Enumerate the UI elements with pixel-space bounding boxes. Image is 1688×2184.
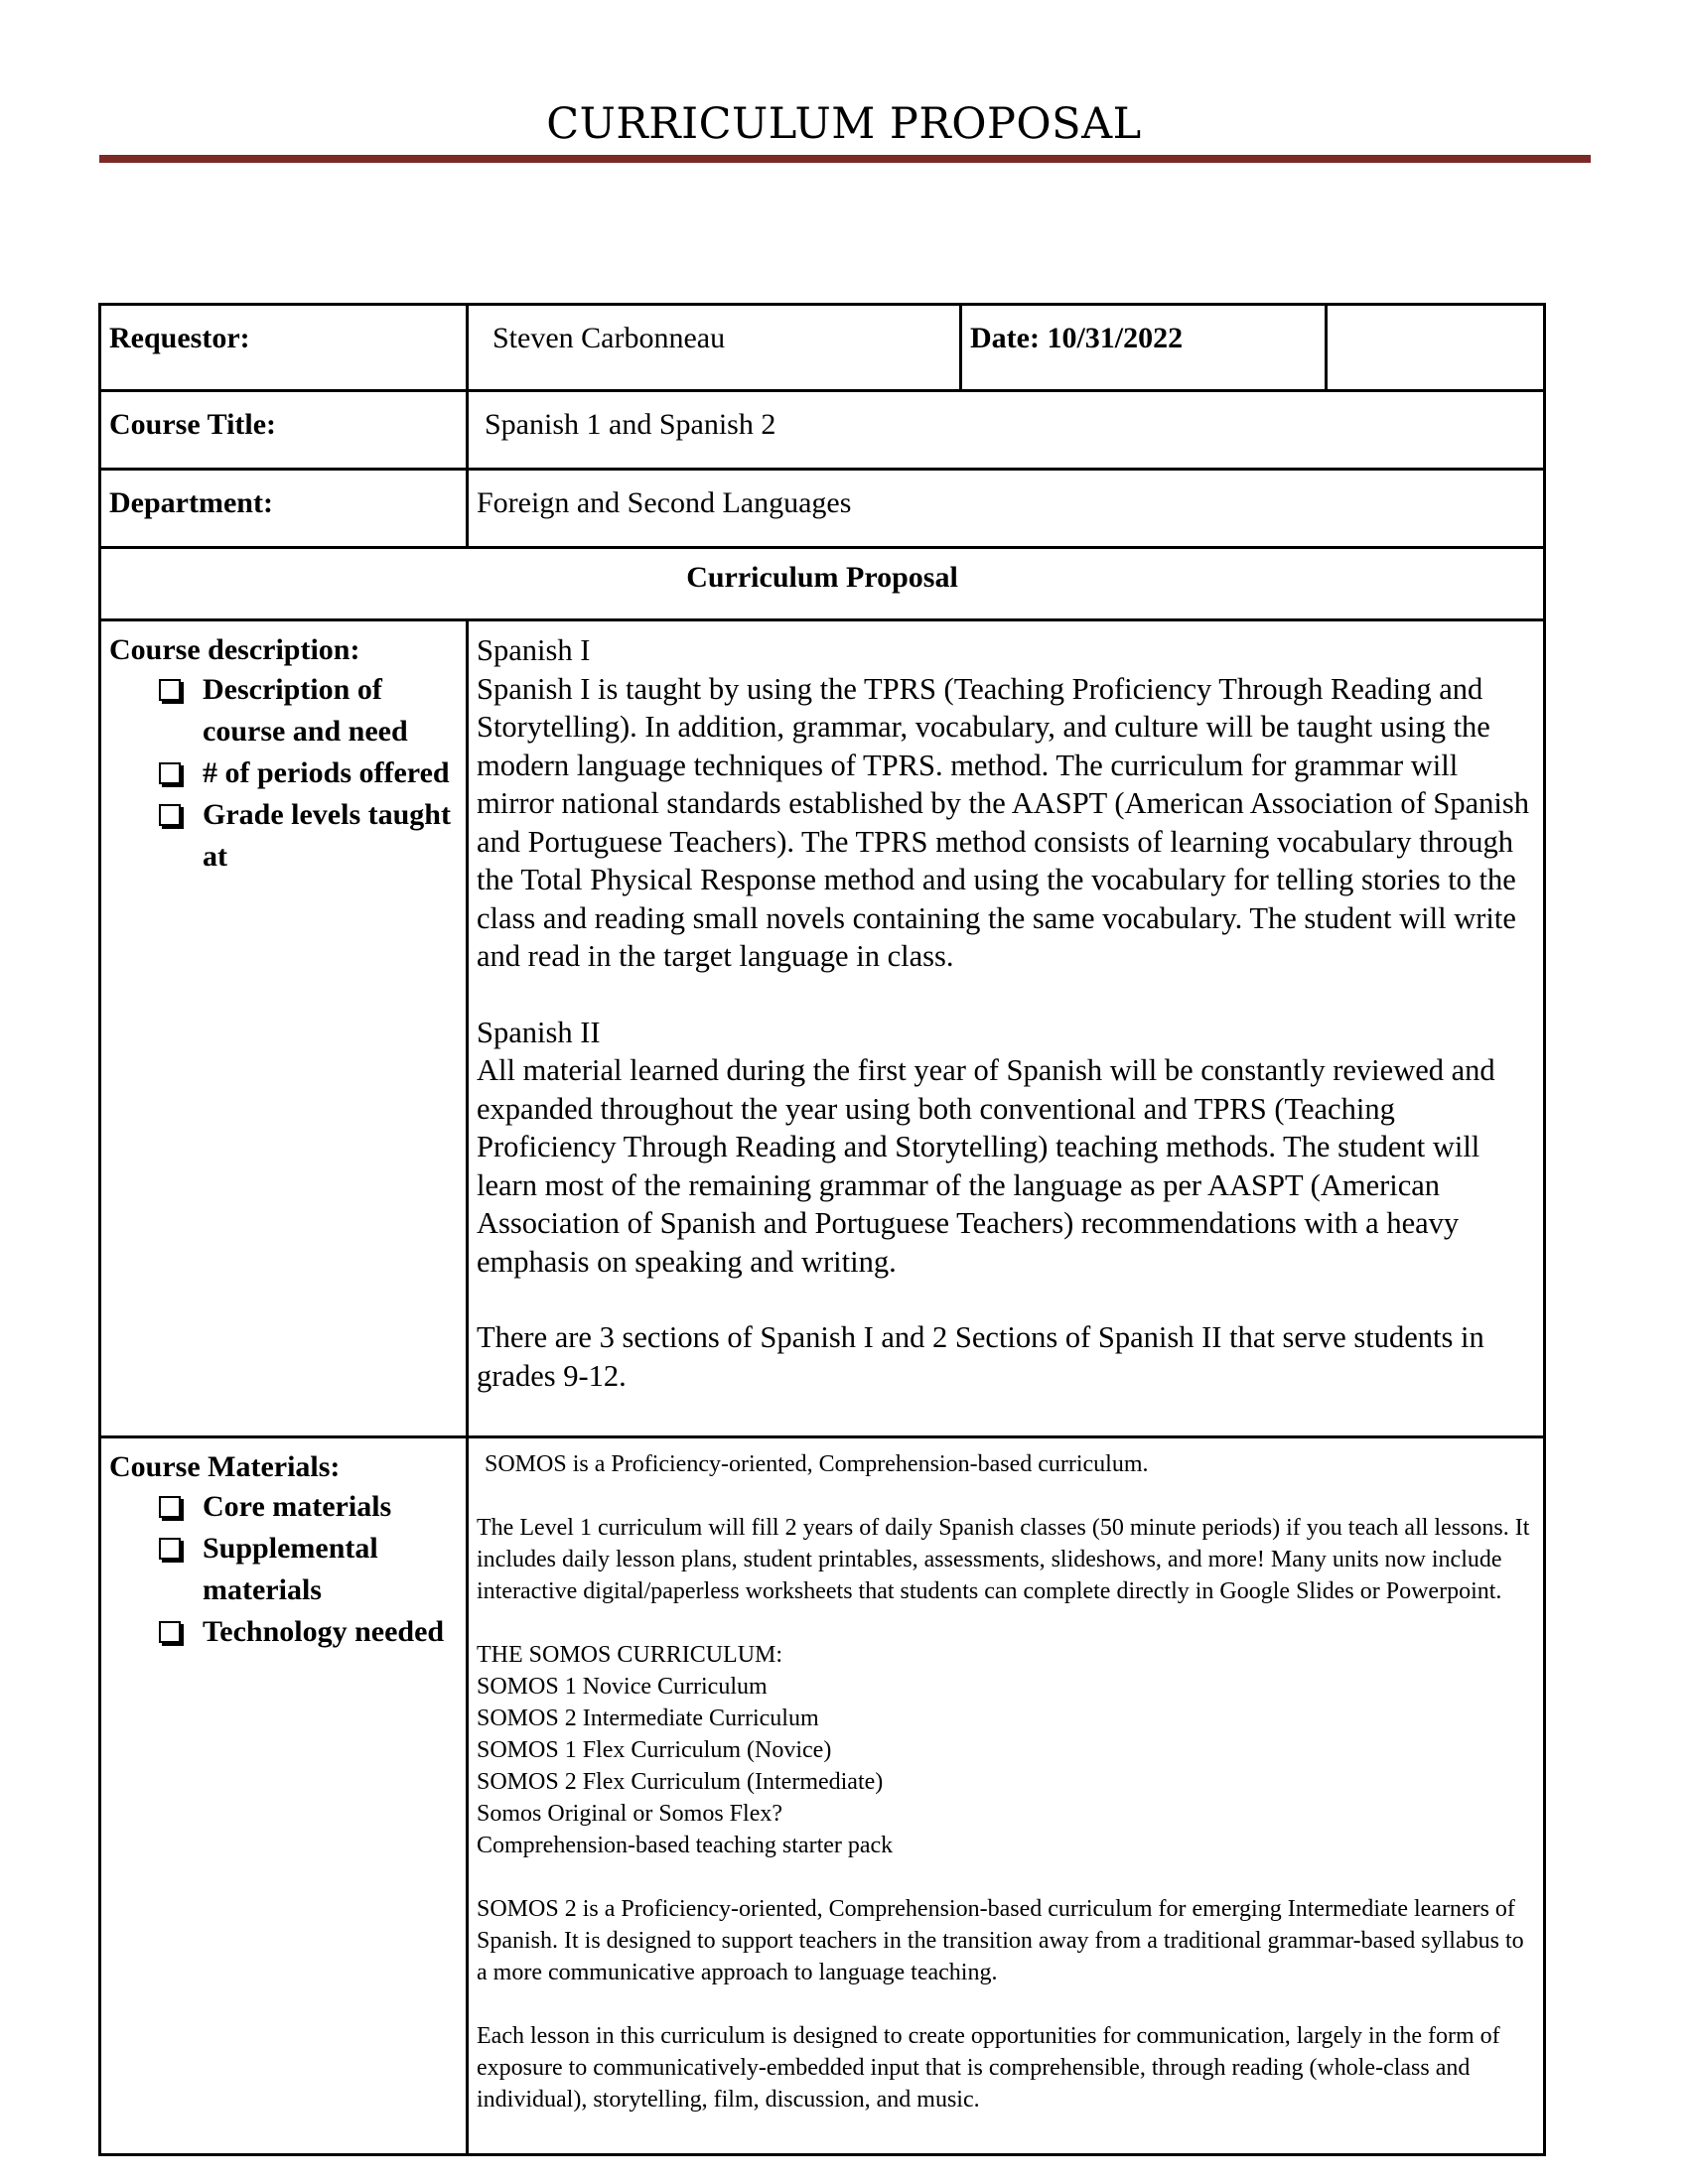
checklist-item-label: Core materials bbox=[203, 1490, 392, 1523]
requestor-row bbox=[100, 305, 1545, 391]
spanish2-heading: Spanish II bbox=[477, 1015, 601, 1049]
checklist-item bbox=[159, 794, 458, 878]
description-checklist bbox=[109, 669, 458, 878]
materials-list-item: SOMOS 1 Flex Curriculum (Novice) bbox=[477, 1737, 832, 1763]
checklist-item bbox=[159, 1611, 458, 1653]
requestor-value: Steven Carbonneau bbox=[468, 305, 961, 391]
checklist-item bbox=[159, 1528, 458, 1611]
checkbox-icon bbox=[159, 679, 181, 701]
materials-content-cell bbox=[468, 1437, 1545, 2155]
title-rule bbox=[99, 155, 1591, 163]
spanish1-text: Spanish I is taught by using the TPRS (Teaching Proficiency Through Reading and Storytelling). In addition, grammar, vocabulary, and culture will be taught using the modern language techniques of TPRS. method. The curriculum for grammar will mirror national standards established by the AASPT (American Association of Spanish and Portuguese Teachers). The TPRS method consists of learning vocabulary through the Total Physical Response method and using the vocabulary for telling stories to the class and reading small novels containing the same vocabulary. The student will write and read in the target language in class. bbox=[477, 671, 1529, 973]
spanish2-text: All material learned during the first year of Spanish will be constantly reviewed and expanded throughout the year using both conventional and TPRS (Teaching Proficiency Through Reading and Storytelling) teaching methods. The student will learn most of the remaining grammar of the language as per AASPT (American Association of Spanish and Portuguese Teachers) recommendations with a heavy emphasis on speaking and writing. bbox=[477, 1053, 1495, 1279]
checkbox-icon bbox=[159, 1621, 181, 1643]
materials-intro: SOMOS is a Proficiency-oriented, Comprehension-based curriculum. bbox=[485, 1451, 1149, 1477]
materials-lessons: Each lesson in this curriculum is designed to create opportunities for communication, largely in the form of exposure to communicatively-embedded input that is comprehensible, through reading (whole-class and individual), storytelling, film, discussion, and music. bbox=[477, 2023, 1500, 2113]
department-value: Foreign and Second Languages bbox=[468, 470, 1545, 548]
materials-list-item: SOMOS 2 Flex Curriculum (Intermediate) bbox=[477, 1769, 884, 1795]
description-row bbox=[100, 620, 1545, 1437]
checklist-item bbox=[159, 752, 458, 794]
sections-text: There are 3 sections of Spanish I and 2 Sections of Spanish II that serve students in grades 9-12. bbox=[477, 1320, 1484, 1393]
checkbox-icon bbox=[159, 762, 181, 784]
course-title-row bbox=[100, 391, 1545, 470]
spanish1-heading: Spanish I bbox=[477, 633, 591, 667]
materials-list-item: SOMOS 1 Novice Curriculum bbox=[477, 1674, 768, 1700]
materials-level1: The Level 1 curriculum will fill 2 years of daily Spanish classes (50 minute periods) if you teach all lessons. It includes daily lesson plans, student printables, assessments, slideshows, and more! Many units now include interactive digital/paperless worksheets that students can complete directly in Google Slides or Powerpoint. bbox=[477, 1515, 1530, 1604]
materials-label: Course Materials: bbox=[109, 1450, 341, 1483]
checklist-item-label: Supplemental materials bbox=[203, 1532, 378, 1606]
checklist-item bbox=[159, 1486, 458, 1528]
checklist-item-label: # of periods offered bbox=[203, 756, 450, 789]
checkbox-icon bbox=[159, 1538, 181, 1560]
description-label: Course description: bbox=[109, 633, 360, 666]
materials-somos2: SOMOS 2 is a Proficiency-oriented, Comprehension-based curriculum for emerging Intermediate learners of Spanish. It is designed to support teachers in the transition away from a traditional grammar-based syllabus to a more communicative approach to language teaching. bbox=[477, 1896, 1524, 1985]
section-heading: Curriculum Proposal bbox=[100, 548, 1545, 620]
date-label: Date: 10/31/2022 bbox=[961, 305, 1327, 391]
materials-label-cell bbox=[100, 1437, 468, 2155]
empty-cell bbox=[1327, 305, 1545, 391]
materials-list-item: SOMOS 2 Intermediate Curriculum bbox=[477, 1706, 819, 1731]
description-content-cell bbox=[468, 620, 1545, 1437]
checklist-item-label: Description of course and need bbox=[203, 673, 408, 748]
page-title: CURRICULUM PROPOSAL bbox=[546, 99, 1142, 149]
course-title-label: Course Title: bbox=[100, 391, 468, 470]
proposal-form-table bbox=[98, 303, 1546, 2156]
description-label-cell bbox=[100, 620, 468, 1437]
materials-list-heading: THE SOMOS CURRICULUM: bbox=[477, 1642, 783, 1668]
checklist-item-label: Technology needed bbox=[203, 1615, 445, 1648]
course-title-value: Spanish 1 and Spanish 2 bbox=[468, 391, 1545, 470]
checklist-item-label: Grade levels taught at bbox=[203, 798, 451, 873]
requestor-label: Requestor: bbox=[100, 305, 468, 391]
materials-list-item: Somos Original or Somos Flex? bbox=[477, 1801, 783, 1827]
section-heading-row bbox=[100, 548, 1545, 620]
department-row bbox=[100, 470, 1545, 548]
materials-list-item: Comprehension-based teaching starter pack bbox=[477, 1833, 894, 1858]
materials-checklist bbox=[109, 1486, 458, 1653]
checklist-item bbox=[159, 669, 458, 752]
department-label: Department: bbox=[100, 470, 468, 548]
materials-row bbox=[100, 1437, 1545, 2155]
checkbox-icon bbox=[159, 804, 181, 826]
checkbox-icon bbox=[159, 1496, 181, 1518]
